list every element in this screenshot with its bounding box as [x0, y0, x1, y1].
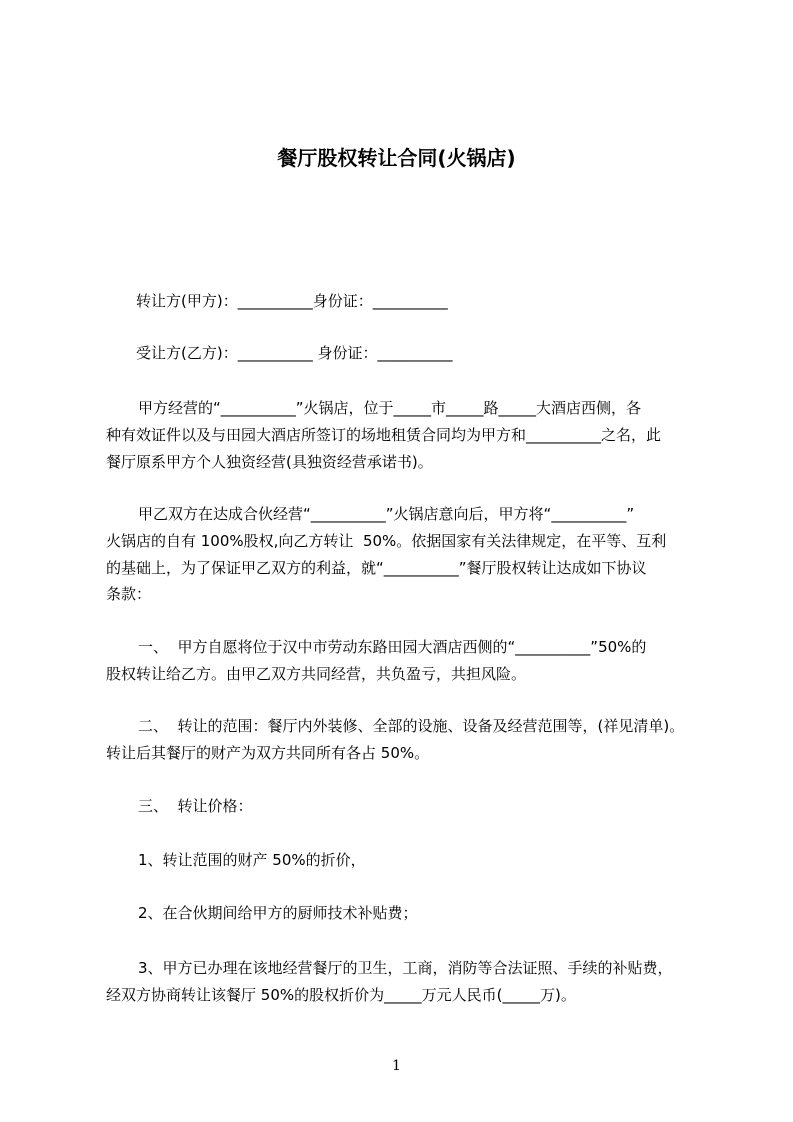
document-title: 餐厅股权转让合同(火锅店) — [277, 146, 516, 170]
article-3-item-1: 1、转让范围的财产 50%的折价， — [138, 851, 366, 869]
article-3-item-2: 2、在合伙期间给甲方的厨师技术补贴费； — [138, 904, 418, 922]
intro-line-1: 甲方经营的“__________”火锅店，位于_____市_____路_____大酒店西侧，各 — [138, 399, 642, 417]
article-3-item-3-line-1: 3、甲方已办理在该地经营餐厅的卫生，工商，消防等合法证照、手续的补贴费， — [138, 959, 673, 977]
agreement-line-4: 条款： — [106, 585, 152, 603]
article-1-line-2: 股权转让给乙方。由甲乙双方共同经营，共负盈亏，共担风险。 — [106, 665, 527, 683]
agreement-line-1: 甲乙双方在达成合伙经营“__________”火锅店意向后，甲方将“__________” — [138, 505, 635, 523]
agreement-line-2: 火锅店的自有 100%股权,向乙方转让 50%。依据国家有关法律规定，在平等、互利 — [106, 532, 667, 550]
transferee-line: 受让方(乙方)：__________ 身份证：__________ — [136, 344, 453, 362]
article-3-heading: 三、 转让价格： — [138, 797, 253, 815]
article-2-line-2: 转让后其餐厅的财产为双方共同所有各占 50%。 — [106, 744, 430, 762]
article-1-line-1: 一、 甲方自愿将位于汉中市劳动东路田园大酒店西侧的“__________”50%的 — [138, 638, 647, 656]
page-number: 1 — [392, 1058, 401, 1074]
article-3-item-3-line-2: 经双方协商转让该餐厅 50%的股权折价为_____万元人民币(_____万)。 — [106, 986, 576, 1004]
intro-line-2: 种有效证件以及与田园大酒店所签订的场地租赁合同均为甲方和__________之名，此 — [106, 426, 662, 444]
agreement-line-3: 的基础上，为了保证甲乙双方的利益，就“__________”餐厅股权转让达成如下协议 — [106, 559, 647, 577]
transferor-line: 转让方(甲方)：__________身份证：__________ — [136, 292, 448, 310]
article-2-line-1: 二、 转让的范围：餐厅内外装修、全部的设施、设备及经营范围等，(祥见清单)。 — [138, 717, 685, 735]
intro-line-3: 餐厅原系甲方个人独资经营(具独资经营承诺书)。 — [106, 453, 433, 471]
